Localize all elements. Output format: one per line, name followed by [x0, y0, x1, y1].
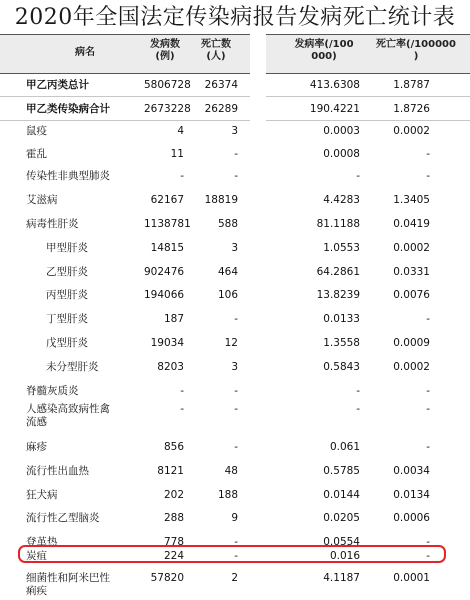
row-incidence-rate: 4.4283 [323, 194, 360, 206]
row-deaths: 12 [224, 337, 238, 349]
row-deaths: 3 [231, 242, 238, 254]
row-incidence-rate: 0.0008 [323, 148, 360, 160]
row-mortality-rate: - [426, 550, 430, 562]
row-mortality-rate: 0.0001 [393, 572, 430, 584]
row-cases: 8203 [157, 361, 184, 373]
row-mortality-rate: 0.0002 [393, 125, 430, 137]
row-cases: 8121 [157, 465, 184, 477]
row-incidence-rate: 4.1187 [323, 572, 360, 584]
row-cases: 778 [163, 536, 184, 548]
table-row [0, 74, 470, 97]
row-mortality-rate: - [426, 313, 430, 325]
row-incidence-rate: 413.6308 [309, 79, 360, 91]
row-cases: 14815 [150, 242, 184, 254]
row-mortality-rate: 0.0006 [393, 512, 430, 524]
row-incidence-rate: 0.5843 [323, 361, 360, 373]
row-mortality-rate: - [426, 385, 430, 397]
table-row [0, 332, 470, 354]
row-mortality-rate: - [426, 170, 430, 182]
row-mortality-rate: 0.0009 [393, 337, 430, 349]
row-deaths: 3 [231, 125, 238, 137]
column-gap [250, 34, 266, 600]
row-deaths: - [234, 403, 238, 415]
row-incidence-rate: 0.0554 [323, 536, 360, 548]
row-incidence-rate: 1.0553 [323, 242, 360, 254]
table-row [0, 308, 470, 330]
row-disease-name: 丁型肝炎 [46, 313, 88, 325]
row-deaths: - [234, 536, 238, 548]
table-row [0, 403, 470, 431]
row-disease-name: 乙型肝炎 [46, 266, 88, 278]
row-disease-name: 登革热 [26, 536, 58, 548]
row-deaths: 3 [231, 361, 238, 373]
row-mortality-rate: 0.0134 [393, 489, 430, 501]
row-disease-name: 炭疽 [26, 550, 47, 562]
row-mortality-rate: - [426, 148, 430, 160]
header-incidence: 发病率(/100 000) [294, 39, 354, 62]
row-cases: - [180, 170, 184, 182]
row-disease-name: 人感染高致病性禽 流感 [26, 403, 110, 428]
header-name: 病名 [75, 47, 95, 58]
row-mortality-rate: - [426, 441, 430, 453]
row-incidence-rate: 190.4221 [309, 103, 360, 115]
row-disease-name: 甲乙丙类总计 [26, 79, 89, 91]
row-mortality-rate: 0.0331 [393, 266, 430, 278]
row-deaths: 18819 [204, 194, 238, 206]
row-mortality-rate: 1.8726 [393, 103, 430, 115]
row-deaths: - [234, 550, 238, 562]
row-deaths: 106 [217, 289, 238, 301]
row-deaths: - [234, 170, 238, 182]
row-cases: 856 [163, 441, 184, 453]
row-incidence-rate: 13.8239 [316, 289, 360, 301]
row-mortality-rate: 0.0419 [393, 218, 430, 230]
row-deaths: 588 [217, 218, 238, 230]
row-disease-name: 狂犬病 [26, 489, 58, 501]
row-mortality-rate: 0.0002 [393, 242, 430, 254]
table-row [0, 356, 470, 378]
row-mortality-rate: - [426, 536, 430, 548]
row-cases: 4 [177, 125, 184, 137]
row-mortality-rate: 0.0076 [393, 289, 430, 301]
row-disease-name: 未分型肝炎 [46, 361, 99, 373]
row-disease-name: 流行性乙型脑炎 [26, 512, 100, 524]
table-row [0, 213, 470, 235]
row-incidence-rate: 0.5785 [323, 465, 360, 477]
table-title: 2020年全国法定传染病报告发病死亡统计表 [14, 5, 456, 30]
row-cases: 1138781 [144, 218, 191, 230]
table-row [0, 507, 470, 529]
row-mortality-rate: 0.0034 [393, 465, 430, 477]
table-row [0, 120, 470, 142]
row-incidence-rate: - [356, 385, 360, 397]
row-deaths: - [234, 148, 238, 160]
row-incidence-rate: 0.016 [329, 550, 360, 562]
row-cases: 5806728 [144, 79, 191, 91]
row-disease-name: 鼠疫 [26, 125, 47, 137]
row-disease-name: 细菌性和阿米巴性 痢疾 [26, 572, 110, 597]
row-cases: 288 [163, 512, 184, 524]
table-row [0, 165, 470, 187]
table-row [0, 98, 470, 121]
row-deaths: 2 [231, 572, 238, 584]
header-mortality: 死亡率(/100000 ) [376, 39, 456, 62]
row-mortality-rate: 1.8787 [393, 79, 430, 91]
table-row [0, 189, 470, 211]
table-row [0, 261, 470, 283]
row-deaths: 26289 [204, 103, 238, 115]
row-deaths: - [234, 441, 238, 453]
row-cases: 2673228 [144, 103, 191, 115]
row-disease-name: 霍乱 [26, 148, 47, 160]
row-cases: 62167 [150, 194, 184, 206]
table-row [0, 284, 470, 306]
row-cases: 202 [163, 489, 184, 501]
row-deaths: 9 [231, 512, 238, 524]
row-disease-name: 甲乙类传染病合计 [26, 103, 110, 115]
row-incidence-rate: - [356, 403, 360, 415]
row-disease-name: 戊型肝炎 [46, 337, 88, 349]
row-incidence-rate: 0.0133 [323, 313, 360, 325]
table-row [0, 143, 470, 165]
table-row [0, 436, 470, 458]
header-cases: 发病数 (例) [150, 39, 180, 62]
row-cases: 19034 [150, 337, 184, 349]
row-deaths: - [234, 385, 238, 397]
row-disease-name: 流行性出血热 [26, 465, 89, 477]
row-cases: 224 [163, 550, 184, 562]
row-disease-name: 麻疹 [26, 441, 47, 453]
row-mortality-rate: 0.0002 [393, 361, 430, 373]
row-cases: 187 [163, 313, 184, 325]
highlight-box [18, 545, 446, 563]
table-row [0, 460, 470, 482]
row-disease-name: 丙型肝炎 [46, 289, 88, 301]
table-row [0, 484, 470, 506]
row-incidence-rate: 0.0003 [323, 125, 360, 137]
row-cases: - [180, 403, 184, 415]
row-mortality-rate: - [426, 403, 430, 415]
row-disease-name: 病毒性肝炎 [26, 218, 79, 230]
table-header [0, 34, 470, 74]
table-row [0, 237, 470, 259]
row-deaths: 48 [224, 465, 238, 477]
row-cases: 902476 [144, 266, 185, 278]
row-deaths: - [234, 313, 238, 325]
row-incidence-rate: 0.0205 [323, 512, 360, 524]
row-incidence-rate: 0.0144 [323, 489, 360, 501]
row-cases: - [180, 385, 184, 397]
row-cases: 194066 [144, 289, 185, 301]
row-incidence-rate: 64.2861 [316, 266, 360, 278]
row-deaths: 26374 [204, 79, 238, 91]
table-row [0, 380, 470, 402]
row-disease-name: 脊髓灰质炎 [26, 385, 79, 397]
row-disease-name: 传染性非典型肺炎 [26, 170, 110, 182]
row-disease-name: 艾滋病 [26, 194, 58, 206]
row-cases: 57820 [150, 572, 184, 584]
table-row [0, 572, 470, 598]
row-deaths: 188 [217, 489, 238, 501]
row-incidence-rate: 0.061 [329, 441, 360, 453]
row-disease-name: 甲型肝炎 [46, 242, 88, 254]
header-deaths: 死亡数 (人) [201, 39, 231, 62]
row-incidence-rate: 81.1188 [316, 218, 360, 230]
row-deaths: 464 [217, 266, 238, 278]
row-incidence-rate: - [356, 170, 360, 182]
row-mortality-rate: 1.3405 [393, 194, 430, 206]
row-cases: 11 [170, 148, 184, 160]
row-incidence-rate: 1.3558 [323, 337, 360, 349]
